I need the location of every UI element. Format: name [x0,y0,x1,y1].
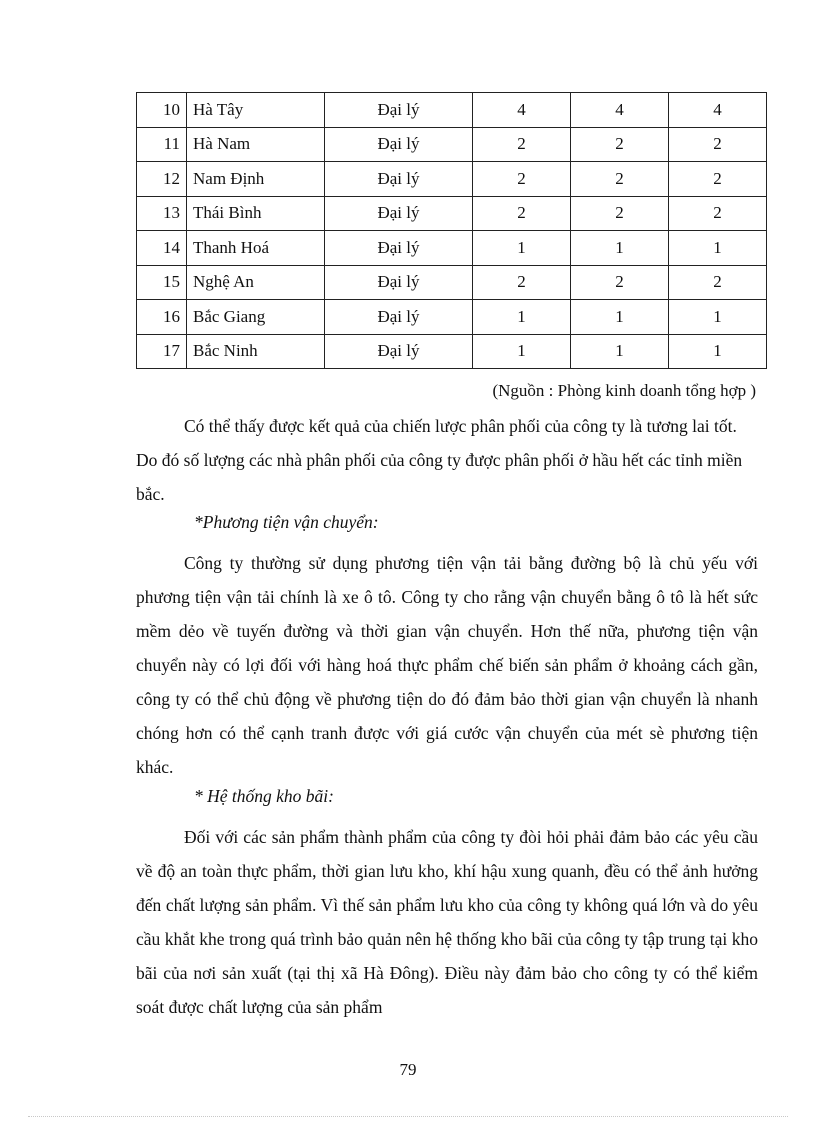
distributor-type-cell: Đại lý [325,265,473,300]
value-3-cell: 2 [669,127,767,162]
value-3-cell: 4 [669,93,767,128]
value-2-cell: 1 [571,334,669,369]
value-3-cell: 2 [669,162,767,197]
table-row [137,127,767,162]
value-1-cell: 4 [473,93,571,128]
value-3-cell: 1 [669,231,767,266]
value-3-cell: 2 [669,265,767,300]
row-number-cell: 11 [137,127,187,162]
province-name-cell: Nghệ An [187,265,325,300]
province-name-cell: Hà Nam [187,127,325,162]
province-name-cell: Bắc Ninh [187,334,325,369]
value-3-cell: 1 [669,334,767,369]
distributor-type-cell: Đại lý [325,300,473,335]
value-1-cell: 2 [473,265,571,300]
table-row [137,93,767,128]
value-2-cell: 1 [571,231,669,266]
value-3-cell: 1 [669,300,767,335]
province-name-cell: Bắc Giang [187,300,325,335]
distributor-type-cell: Đại lý [325,196,473,231]
value-3-cell: 2 [669,196,767,231]
distributor-type-cell: Đại lý [325,231,473,266]
row-number-cell: 17 [137,334,187,369]
row-number-cell: 12 [137,162,187,197]
table-row [137,265,767,300]
paragraph-distribution-result: Có thể thấy được kết quả của chiến lược phân phối của công ty là tương lai tốt. Do đó số lượng các nhà phân phối của công ty được phân phối ở hầu hết các tỉnh miền bắc. [136,416,743,504]
value-1-cell: 1 [473,334,571,369]
value-2-cell: 4 [571,93,669,128]
province-name-cell: Thái Bình [187,196,325,231]
row-number-cell: 10 [137,93,187,128]
footer-divider [28,1116,788,1117]
row-number-cell: 14 [137,231,187,266]
table-source: (Nguồn : Phòng kinh doanh tổng hợp ) [492,381,756,400]
value-2-cell: 2 [571,162,669,197]
distributor-type-cell: Đại lý [325,93,473,128]
row-number-cell: 16 [137,300,187,335]
heading-transport: *Phương tiện vận chuyển: [194,512,379,532]
table-row [137,231,767,266]
paragraph-warehouse: Đối với các sản phẩm thành phẩm của công ty đòi hỏi phải đảm bảo các yêu cầu về độ an toàn thực phẩm, thời gian lưu kho, khí hậu xung quanh, đều có thể ảnh hưởng đến chất lượng sản phẩm. Vì thế sản phẩm lưu kho của công ty không quá lớn và do yêu cầu khắt khe trong quá trình bảo quản nên hệ thống kho bãi của công ty tập trung tại kho bãi của nơi sản xuất (tại thị xã Hà Đông). Điều này đảm bảo cho công ty có thể kiểm soát được chất lượng của sản phẩm [136,827,758,1017]
value-2-cell: 2 [571,127,669,162]
province-name-cell: Hà Tây [187,93,325,128]
value-1-cell: 1 [473,231,571,266]
row-number-cell: 15 [137,265,187,300]
value-1-cell: 1 [473,300,571,335]
table-row [137,196,767,231]
value-1-cell: 2 [473,162,571,197]
value-2-cell: 2 [571,265,669,300]
province-name-cell: Thanh Hoá [187,231,325,266]
table-row [137,300,767,335]
value-2-cell: 1 [571,300,669,335]
value-2-cell: 2 [571,196,669,231]
distributor-type-cell: Đại lý [325,334,473,369]
heading-warehouse: * Hệ thống kho bãi: [194,786,334,806]
distributor-table [136,92,767,369]
value-1-cell: 2 [473,127,571,162]
row-number-cell: 13 [137,196,187,231]
distributor-type-cell: Đại lý [325,162,473,197]
paragraph-transport: Công ty thường sử dụng phương tiện vận tải bằng đường bộ là chủ yếu với phương tiện vận tải chính là xe ô tô. Công ty cho rằng vận chuyển bằng ô tô là hết sức mềm dẻo về tuyến đường và thời gian vận chuyển. Hơn thế nữa, phương tiện vận chuyển này có lợi đối với hàng hoá thực phẩm chế biến sản phẩm ở khoảng cách gần, công ty có thể chủ động về phương tiện do đó đảm bảo thời gian vận chuyển là nhanh chóng hơn có thể cạnh tranh được với giá cước vận chuyển của mét sè phương tiện khác. [136,553,758,777]
distributor-table-body [137,93,767,369]
table-row [137,334,767,369]
page-number: 79 [399,1060,417,1079]
table-row [137,162,767,197]
province-name-cell: Nam Định [187,162,325,197]
distributor-type-cell: Đại lý [325,127,473,162]
value-1-cell: 2 [473,196,571,231]
